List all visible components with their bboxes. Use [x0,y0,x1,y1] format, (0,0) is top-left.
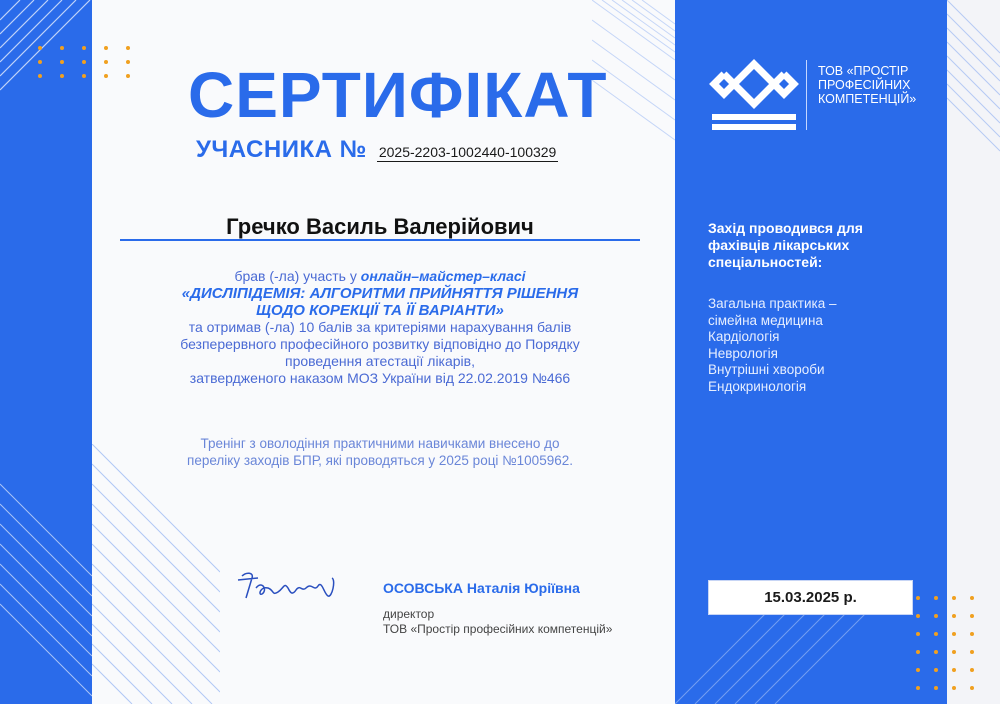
body-line3: та отримав (-ла) 10 балів за критеріями нарахування балів [188,319,572,335]
body-intro-strong: онлайн–майстер–класі [360,268,526,284]
certificate-title: СЕРТИФІКАТ [188,59,608,131]
signer-name: ОСОВСЬКА Наталія Юріївна [383,580,580,596]
body-intro-plain: брав (-ла) участь у [234,268,361,284]
body-line4: безперервного професійного розвитку відповідно до Порядку [180,336,580,352]
training-line2: переліку заходів БПР, які проводяться у 2025 році №1005962. [187,453,573,468]
specialty-item: Внутрішні хвороби [708,362,825,377]
signer-organization: ТОВ «Простір професійних компетенцій» [383,622,613,636]
specialties-heading-line3: спеціальностей: [708,254,823,270]
event-title-line2: ЩОДО КОРЕКЦІЇ ТА ЇЇ ВАРІАНТИ» [256,302,504,319]
specialty-item: Кардіологія [708,329,780,344]
specialties-heading-line1: Захід проводився для [708,220,863,236]
signature-image [232,566,342,606]
organization-name [818,64,938,106]
body-line5: проведення атестації лікарів, [285,353,475,369]
signer-role: директор [383,607,435,621]
training-note [110,435,650,469]
logo-divider [806,60,807,130]
body-intro-line [110,268,650,285]
participant-row [196,136,558,166]
signer-info [383,607,612,637]
training-line1: Тренінг з оволодіння практичними навичками внесено до [200,436,560,451]
dot-grid-bottom-right [914,594,984,694]
org-name-line3: КОМПЕТЕНЦІЙ» [818,92,917,106]
stripe-pattern-top-right-card [592,0,712,170]
name-underline [120,239,640,241]
company-logo-icon [708,58,800,134]
certificate-body [110,268,650,387]
org-name-line1: ТОВ «ПРОСТІР [818,64,909,78]
org-name-line2: ПРОФЕСІЙНИХ [818,78,911,92]
specialty-item: Неврологія [708,345,778,361]
certificate-number: 2025-2203-1002440-100329 [378,144,557,160]
participant-label: УЧАСНИКА № [196,136,367,163]
specialty-item: Ендокринологія [708,378,807,394]
specialties-heading-line2: фахівців лікарських [708,237,850,253]
recipient-name: Гречко Василь Валерійович [226,214,534,239]
specialty-item: Загальна практика – [708,296,837,311]
specialty-item: сімейна медицина [708,312,823,328]
event-title-line1: «ДИСЛІПІДЕМІЯ: АЛГОРИТМИ ПРИЙНЯТТЯ РІШЕННЯ [181,285,579,302]
specialties-heading [708,220,928,271]
issue-date: 15.03.2025 р. [708,580,913,615]
body-line6: затвердженого наказом МОЗ України від 22.02.2019 №466 [189,370,571,386]
dot-grid-top-left [36,44,136,84]
specialties-list [708,296,928,395]
stripe-pattern-bottom-left [0,444,220,704]
